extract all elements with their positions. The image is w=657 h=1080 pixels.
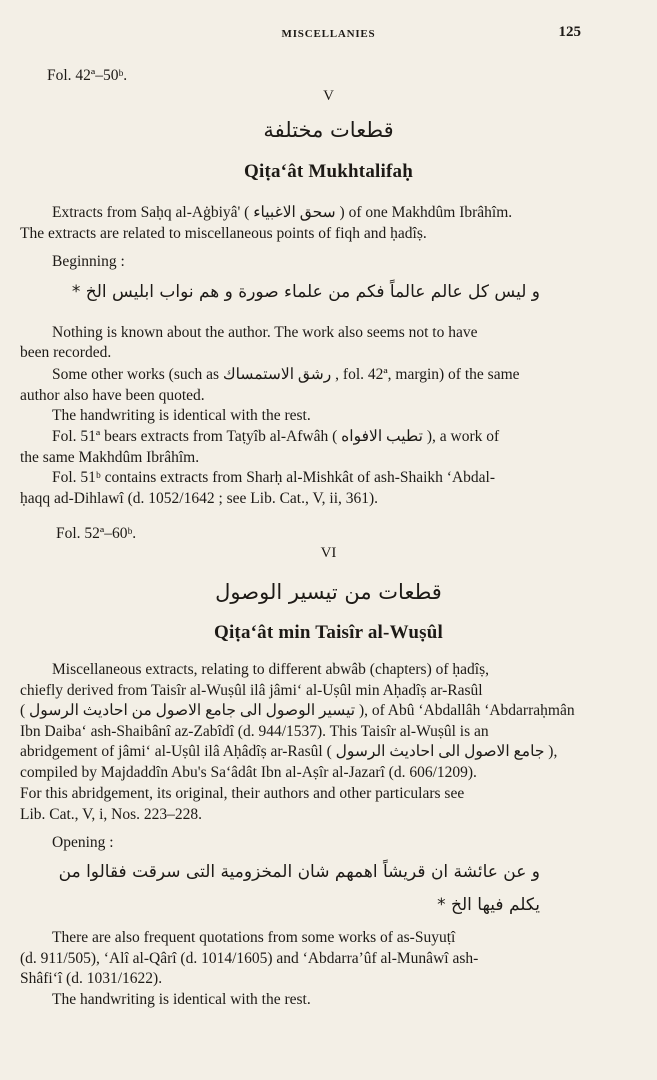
body-line: There are also frequent quotations from some works of as-Suyuṭî xyxy=(52,929,456,946)
arabic-quote: و عن عائشة ان قريشاً اهمهم شان المخزومية التى سرقت فقالوا من xyxy=(58,862,540,882)
page-number: 125 xyxy=(558,24,581,40)
body-line: The extracts are related to miscellaneous points of fiqh and ḥadîṣ. xyxy=(20,225,427,242)
page-header xyxy=(0,24,657,46)
body-line: author also have been quoted. xyxy=(20,387,205,404)
body-line: Some other works (such as رشق الاستمساك , fol. 42ª, margin) of the same xyxy=(52,366,520,383)
section-number: VI xyxy=(320,545,337,561)
body-line: Shâfi‘î (d. 1031/1622). xyxy=(20,970,163,987)
arabic-title: قطعات مختلفة xyxy=(263,118,394,142)
body-line: Fol. 51ᵇ contains extracts from Sharḥ al-Mishkât of ash-Shaikh ‘Abdal- xyxy=(52,469,496,486)
running-head: MISCELLANIES xyxy=(281,28,376,40)
entry-title: Qiṭa‘ât min Taisîr al-Wuṣûl xyxy=(213,622,444,643)
body-line: Extracts from Saḥq al-Aġbiyâ' ( سحق الاغبياء ) of one Makhdûm Ibrâhîm. xyxy=(52,204,513,221)
body-line: chiefly derived from Taisîr al-Wuṣûl ilâ jâmi‘ al-Uṣûl min Aḥadîṣ ar-Rasûl xyxy=(20,682,483,699)
arabic-title: قطعات من تيسير الوصول xyxy=(215,580,442,604)
body-line: Miscellaneous extracts, relating to different abwâb (chapters) of ḥadîṣ, xyxy=(52,661,489,678)
entry-title: Qiṭa‘ât Mukhtalifaḥ xyxy=(243,161,413,182)
body-line: Lib. Cat., V, i, Nos. 223–228. xyxy=(20,806,202,823)
body-line: ( تيسير الوصول الى جامع الاصول من احاديث الرسول ), of Abû ‘Abdallâh ‘Abdarraḥmân xyxy=(20,702,575,719)
body-line: The handwriting is identical with the rest. xyxy=(52,407,311,424)
folio-range: Fol. 42ª–50ᵇ. xyxy=(47,67,128,84)
label-opening: Opening : xyxy=(52,834,114,851)
body-line: been recorded. xyxy=(20,344,112,361)
body-line: The handwriting is identical with the rest. xyxy=(52,991,311,1008)
folio-range: Fol. 52ª–60ᵇ. xyxy=(56,525,137,542)
arabic-quote-cont: يكلم فيها الخ * xyxy=(437,895,540,915)
section-number: V xyxy=(323,88,334,104)
body-line: the same Makhdûm Ibrâhîm. xyxy=(20,449,200,466)
body-line: Fol. 51ª bears extracts from Taṭyîb al-Afwâh ( تطيب الافواه ), a work of xyxy=(52,428,500,445)
body-line: compiled by Majdaddîn Abu's Sa‘âdât Ibn al-Aṣîr al-Jazarî (d. 606/1209). xyxy=(20,764,477,781)
arabic-quote: و ليس كل عالم عالماً فكم من علماء صورة و هم نواب ابليس الخ * xyxy=(71,282,540,302)
body-line: Nothing is known about the author. The work also seems not to have xyxy=(52,324,478,341)
body-line: ḥaqq ad-Dihlawî (d. 1052/1642 ; see Lib. Cat., V, ii, 361). xyxy=(20,490,379,507)
body-line: (d. 911/505), ‘Alî al-Qârî (d. 1014/1605) and ‘Abdarra’ûf al-Munâwî ash- xyxy=(20,950,479,967)
body-line: abridgement of jâmi‘ al-Uṣûl ilâ Aḥâdîṣ ar-Rasûl ( جامع الاصول الى احاديث الرسول ), xyxy=(20,743,558,760)
body-line: For this abridgement, its original, their authors and other particulars see xyxy=(20,785,465,802)
body-line: Ibn Daiba‘ ash-Shaibânî az-Zabîdî (d. 944/1537). This Taisîr al-Wuṣûl is an xyxy=(20,723,489,740)
label-beginning: Beginning : xyxy=(52,253,125,270)
